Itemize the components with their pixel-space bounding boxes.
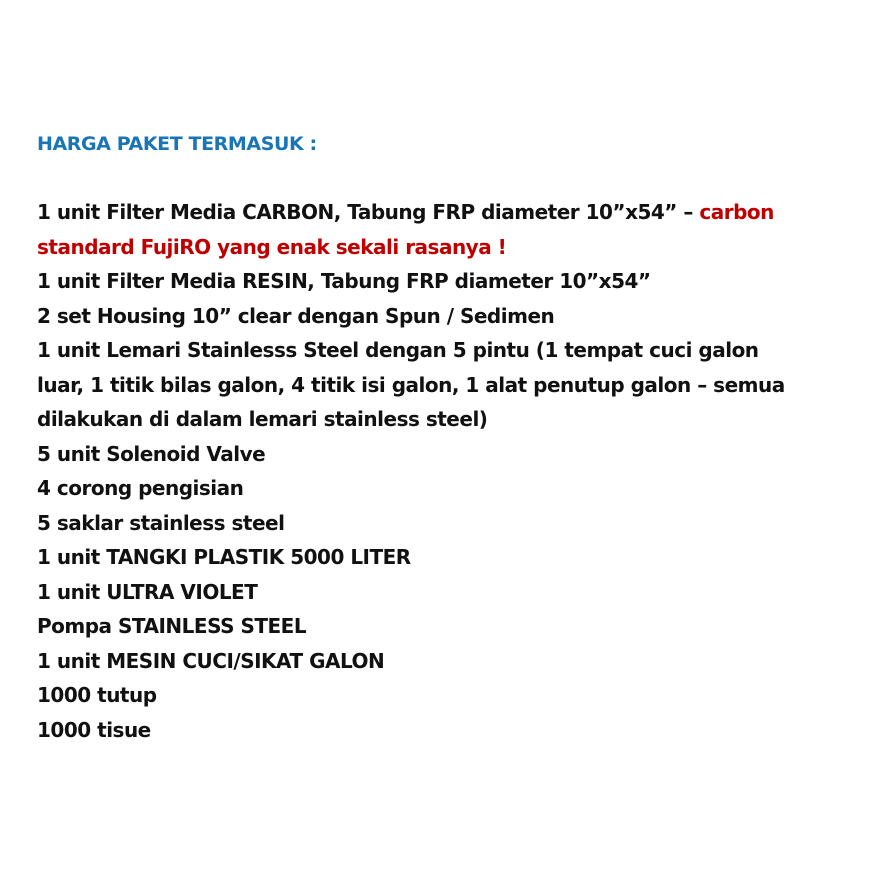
package-item xyxy=(37,264,857,299)
package-item-text: dilakukan di dalam lemari stainless steel) xyxy=(37,407,488,431)
package-item-text: 1000 tisue xyxy=(37,717,151,742)
package-item-text: 5 saklar stainless steel xyxy=(37,510,285,535)
package-item-text: 1 unit ULTRA VIOLET xyxy=(37,579,258,604)
package-item-text: 1 unit Lemari Stainlesss Steel dengan 5 pintu (1 tempat cuci galon xyxy=(37,338,759,362)
package-item xyxy=(37,575,857,610)
package-item-text: luar, 1 titik bilas galon, 4 titik isi galon, 1 alat penutup galon – semua xyxy=(37,372,785,397)
package-item-text: 1 unit Filter Media RESIN, Tabung FRP diameter 10”x54” xyxy=(37,269,651,293)
package-item xyxy=(37,540,857,575)
package-item-text: 1 unit MESIN CUCI/SIKAT GALON xyxy=(37,648,385,673)
package-item xyxy=(37,713,857,748)
package-item xyxy=(37,644,857,679)
package-item xyxy=(37,195,857,230)
package-items-list xyxy=(37,195,857,747)
package-item xyxy=(37,333,857,368)
package-item-text: 2 set Housing 10” clear dengan Spun / Sedimen xyxy=(37,303,555,328)
package-item xyxy=(37,609,857,644)
package-item xyxy=(37,402,857,437)
package-item-highlight: carbon xyxy=(699,200,774,224)
package-item xyxy=(37,368,857,403)
package-item-text: 5 unit Solenoid Valve xyxy=(37,441,266,466)
package-item-highlight: standard FujiRO yang enak sekali rasanya ! xyxy=(37,234,507,259)
package-heading: HARGA PAKET TERMASUK : xyxy=(37,133,317,155)
package-item xyxy=(37,299,857,334)
package-document xyxy=(37,127,857,747)
package-item-text: 1 unit Filter Media CARBON, Tabung FRP diameter 10”x54” – xyxy=(37,200,700,224)
heading-spacer xyxy=(37,161,857,195)
package-item-text: 4 corong pengisian xyxy=(37,476,244,500)
package-item-text: 1 unit TANGKI PLASTIK 5000 LITER xyxy=(37,545,411,569)
package-item-text: Pompa STAINLESS STEEL xyxy=(37,614,307,638)
package-item xyxy=(37,678,857,713)
package-item xyxy=(37,437,857,472)
package-item xyxy=(37,230,857,265)
package-item-text: 1000 tutup xyxy=(37,683,157,707)
package-item xyxy=(37,506,857,541)
package-item xyxy=(37,471,857,506)
